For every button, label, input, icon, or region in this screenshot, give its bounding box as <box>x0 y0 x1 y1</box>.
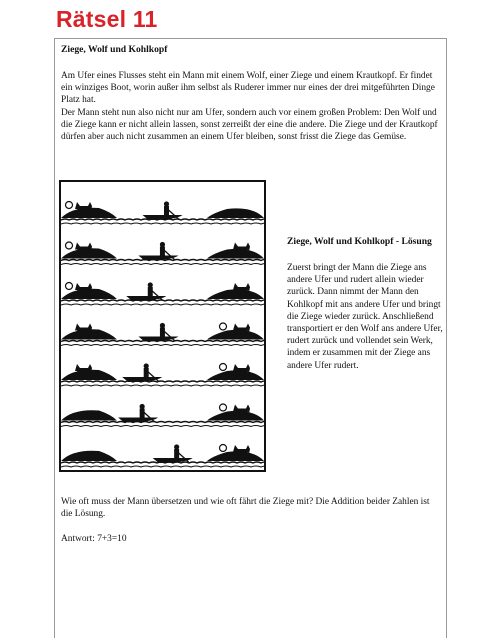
answer-text: Antwort: 7+3=10 <box>61 534 127 544</box>
man-figure <box>174 444 179 449</box>
water-line <box>61 466 264 467</box>
puzzle-title: Rätsel 11 <box>56 6 158 32</box>
man-figure <box>144 363 149 368</box>
river-crossing-illustration <box>59 180 266 472</box>
intro-text <box>61 70 441 143</box>
cabbage-icon <box>220 364 227 371</box>
man-figure <box>140 404 145 409</box>
water-line <box>61 345 264 346</box>
water-line <box>61 264 264 265</box>
water-line <box>61 300 264 301</box>
right-bank <box>207 370 264 380</box>
cabbage-icon <box>220 404 227 411</box>
right-bank <box>207 411 264 421</box>
left-bank <box>61 410 117 420</box>
cabbage-icon <box>220 323 227 330</box>
intro-paragraph-2: Der Mann steht nun also nicht nur am Ufer, sondern auch vor einem großen Problem: Den Wolf und die Ziege kann er nicht allein lassen, sonst zerreißt der eine die andere. Die Ziege und der Krautkopf dürfen aber auch nicht zusammen an einem Ufer bleiben, sonst frisst die Ziege das Gemüse. <box>61 107 438 143</box>
cabbage-icon <box>220 445 227 452</box>
cabbage-icon <box>66 242 73 249</box>
right-bank <box>207 208 264 218</box>
intro-paragraph-1: Am Ufer eines Flusses steht ein Mann mit einem Wolf, einer Ziege und einem Krautkopf. Er findet ein winziges Boot, worin außer ihm selbst als Ruderer immer nur eines der drei mitgeführten Dinge Platz hat. <box>61 71 435 106</box>
question-text: Wie oft muss der Mann übersetzen und wie oft fährt die Ziege mit? Die Addition beider Zahlen ist die Lösung. <box>61 497 430 520</box>
water-line <box>61 385 264 386</box>
cabbage-icon <box>66 202 73 209</box>
left-bank <box>61 451 117 461</box>
right-bank <box>207 451 264 461</box>
water-line <box>61 304 264 305</box>
water-line <box>61 381 264 382</box>
solution-heading: Ziege, Wolf und Kohlkopf - Lösung <box>287 236 432 247</box>
cabbage-icon <box>66 283 73 290</box>
man-figure <box>164 201 169 206</box>
puzzle-heading: Ziege, Wolf und Kohlkopf <box>61 44 168 55</box>
man-figure <box>148 282 153 287</box>
illustration-svg <box>61 182 264 470</box>
right-bank <box>207 330 264 340</box>
water-line <box>61 422 264 423</box>
water-line <box>61 426 264 427</box>
water-line <box>61 223 264 224</box>
man-figure <box>160 242 165 247</box>
solution-text: Zuerst bringt der Mann die Ziege ans andere Ufer und rudert allein wieder zurück. Dann nimmt der Mann den Kohlkopf mit ans andere Ufer und bringt die Ziege wieder zurück. Anschließend transportiert er den Wolf ans andere Ufer, rudert zurück und vollendet sein Werk, indem er zusammen mit der Ziege ans andere Ufer rudert. <box>287 263 443 371</box>
right-bank <box>207 249 264 259</box>
right-bank <box>207 289 264 299</box>
man-figure <box>160 323 165 328</box>
